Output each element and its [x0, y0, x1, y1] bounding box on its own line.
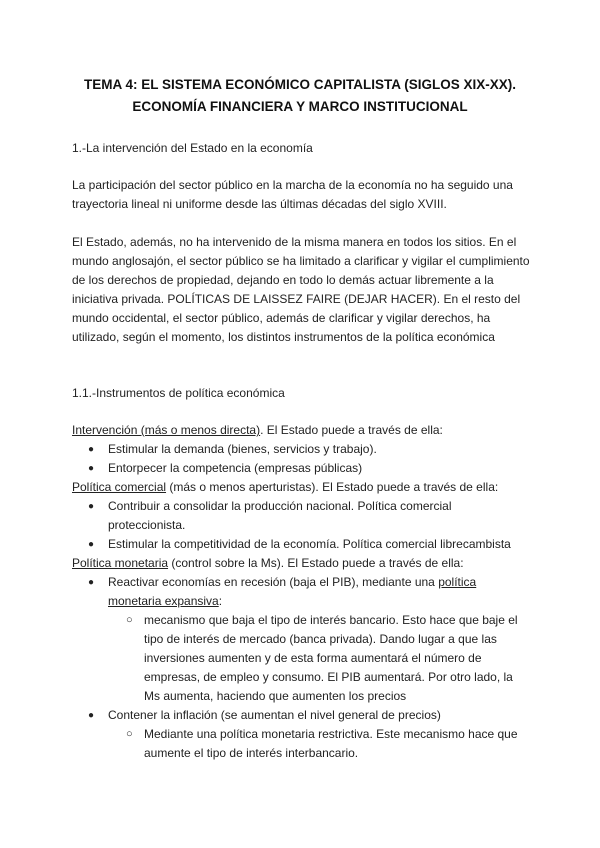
bullet-icon: ●: [88, 539, 95, 550]
monetaria-item-1-link: política monetaria expansiva: [108, 575, 477, 608]
bullet-icon: ●: [88, 577, 95, 588]
list-item: [72, 440, 532, 459]
monetaria-item-2-sub: Mediante una política monetaria restrictiva. Este mecanismo hace que aumente el tipo de interés interbancario.: [144, 727, 518, 760]
list-item: [72, 535, 532, 554]
intervencion-rest: . El Estado puede a través de ella:: [260, 423, 443, 437]
section-1-paragraph-1: La participación del sector público en la marcha de la economía no ha seguido una trayectoria lineal ni uniforme desde las últimas décadas del siglo XVIII.: [72, 178, 513, 211]
monetaria-item-1-pre: Reactivar economías en recesión (baja el PIB), mediante una: [108, 575, 439, 589]
bullet-icon: ●: [88, 710, 95, 721]
comercial-item-1: Contribuir a consolidar la producción nacional. Política comercial proteccionista.: [108, 499, 452, 532]
monetaria-item-2: Contener la inflación (se aumentan el nivel general de precios): [108, 708, 441, 722]
intervencion-item-1: Estimular la demanda (bienes, servicios y trabajo).: [108, 442, 377, 456]
comercial-line: [72, 478, 532, 497]
intervencion-line: [72, 421, 532, 440]
list-item: [72, 706, 532, 725]
section-1-paragraph-2: El Estado, además, no ha intervenido de la misma manera en todos los sitios. En el mundo anglosajón, el sector público se ha limitado a clarificar y vigilar el cumplimiento de los derechos de propiedad, dejando en todo lo demás actuar libremente a la iniciativa privada. POLÍTICAS DE LAISSEZ FAIRE (DEJAR HACER). En el resto del mundo occidental, el sector público, además de clarificar y vigilar derechos, ha utilizado, según el momento, los distintos instrumentos de la política económica: [72, 235, 530, 344]
bullet-icon: ●: [88, 501, 95, 512]
comercial-rest: (más o menos aperturistas). El Estado puede a través de ella:: [166, 480, 499, 494]
sub-bullet-icon: ○: [126, 728, 133, 740]
title-line-1: TEMA 4: EL SISTEMA ECONÓMICO CAPITALISTA (SIGLOS XIX-XX).: [83, 77, 517, 92]
bullet-icon: ●: [88, 463, 95, 474]
comercial-item-2: Estimular la competitividad de la economía. Política comercial librecambista: [108, 537, 511, 551]
section-1-heading: 1.-La intervención del Estado en la economía: [72, 141, 313, 155]
document-title: [40, 74, 560, 118]
list-item: [72, 497, 532, 535]
monetaria-item-1-sub: mecanismo que baja el tipo de interés bancario. Esto hace que baje el tipo de interés de mercado (banca privada). Dando lugar a que las inversiones aumenten y de esta forma aumentará el número de empresas, de empleo y consumo. El PIB aumentará. Por otro lado, la Ms aumenta, haciendo que aumenten los precios: [144, 613, 518, 703]
list-item: [72, 459, 532, 478]
list-item: [72, 725, 532, 763]
intervencion-label: Intervención (más o menos directa): [72, 423, 261, 437]
section-1-1-heading: 1.1.-Instrumentos de política económica: [72, 386, 285, 400]
bullet-icon: ●: [88, 444, 95, 455]
monetaria-item-1-post: :: [218, 594, 223, 608]
monetaria-line: [72, 554, 532, 573]
instruments-list: [72, 421, 532, 763]
comercial-label: Política comercial: [72, 480, 167, 494]
sub-bullet-icon: ○: [126, 614, 133, 626]
monetaria-label: Política monetaria: [72, 556, 169, 570]
list-item: [72, 573, 532, 611]
list-item: [72, 611, 532, 706]
monetaria-rest: (control sobre la Ms). El Estado puede a través de ella:: [168, 556, 464, 570]
intervencion-item-2: Entorpecer la competencia (empresas públicas): [108, 461, 363, 475]
title-line-2: ECONOMÍA FINANCIERA Y MARCO INSTITUCIONAL: [132, 99, 468, 114]
